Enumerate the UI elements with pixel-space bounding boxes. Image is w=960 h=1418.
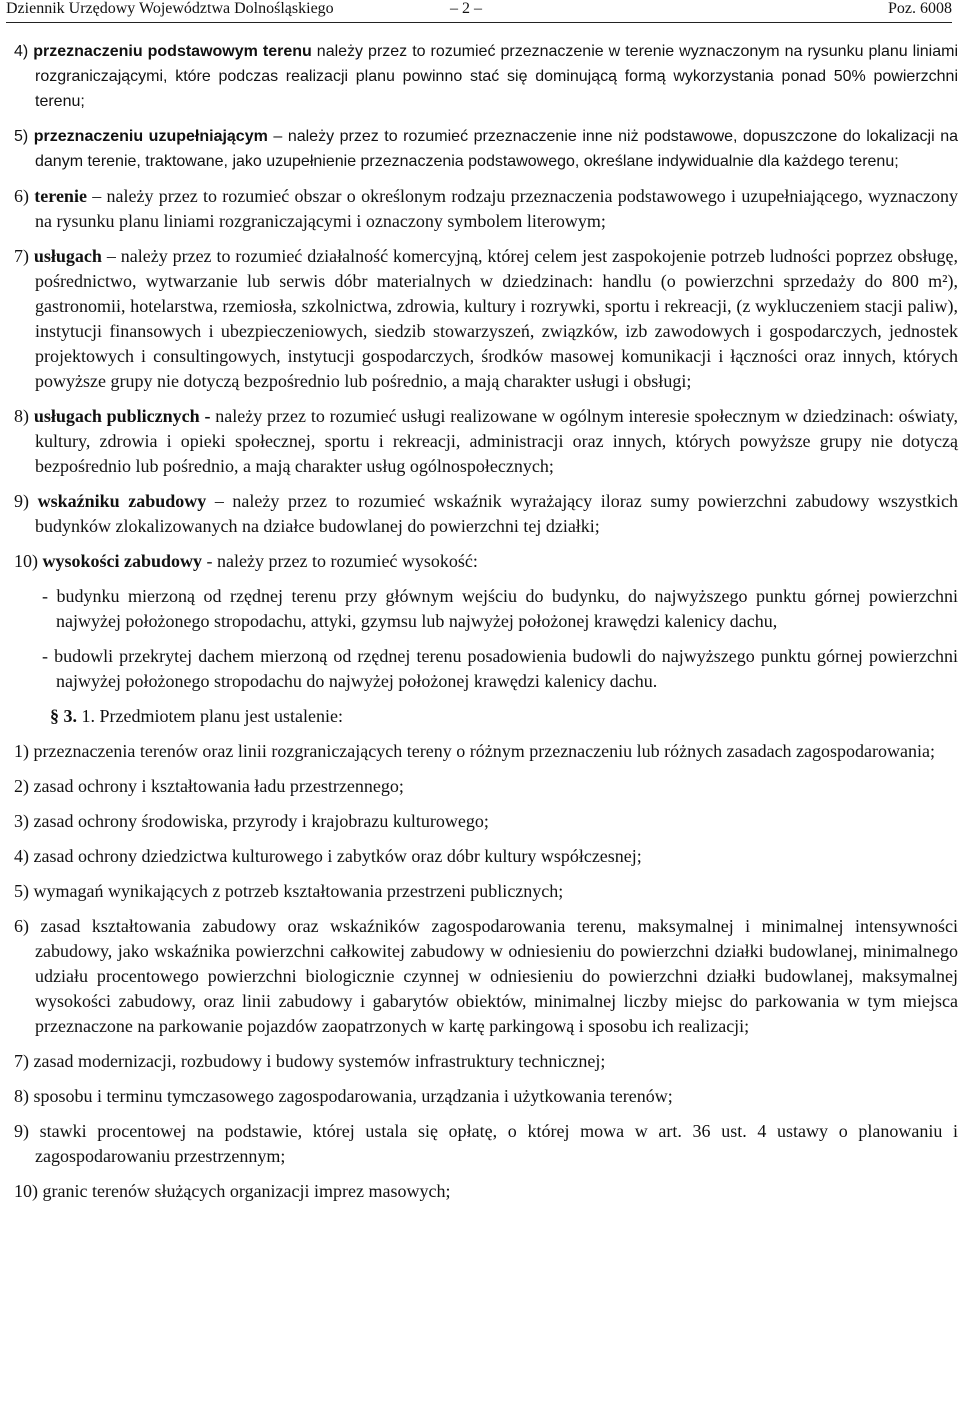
section-text: 1. Przedmiotem planu jest ustalenie:: [77, 706, 343, 726]
plan-item: 6) zasad kształtowania zabudowy oraz wskaźników zagospodarowania terenu, maksymalnej i minimalnej intensywności zabudowy, jako wskaźnika powierzchni całkowitej zabudowy w odniesieniu do powierzchni działki budowlanej, minimalnego udziału procentowego powierzchni biologicznie czynnej w odniesieniu do powierzchni działki budowlanej, maksymalnej wysokości zabudowy, oraz linii zabudowy i gabarytów obiektów, minimalnej liczby miejsc do parkowania w tym miejsca przeznaczone na parkowanie pojazdów zaopatrzonych w kartę parkingową i sposobu ich realizacji;: [14, 916, 958, 1036]
plan-item: 2) zasad ochrony i kształtowania ładu przestrzennego;: [14, 776, 404, 796]
definition-item: [14, 244, 958, 394]
defined-term: terenie: [34, 186, 87, 206]
section-marker: § 3.: [50, 706, 77, 726]
item-number: 4): [14, 43, 29, 60]
definition-text: – należy przez to rozumieć działalność komercyjną, której celem jest zaspokojenie potrzeb ludności poprzez obsługę, pośrednictwo, wytwarzanie lub serwis dóbr materialnych w dziedzinach: handlu (o powierzchni sprzedaży do 800 m²), gastronomii, hotelarstwa, rzemiosła, szkolnictwa, zdrowia, kultury i rozrywki, sportu i rekreacji, (z wykluczeniem stacji paliw), instytucji finansowych i ubezpieczeniowych, siedzib stowarzyszeń, związków, izb zawodowych i gospodarczych, jednostek projektowych i consultingowych, instytucji gospodarczych, środków masowej komunikacji i łączności oraz innych, których powyższe grupy nie dotyczą bezpośrednio lub pośrednio, a mają charakter usługi i obsługi;: [35, 246, 959, 391]
defined-term: przeznaczeniu uzupełniającym: [33, 128, 268, 145]
definition-text: należy przez to rozumieć usługi realizowane w ogólnym interesie społecznym w dziedzinach: oświaty, kultury, zdrowia i opieki społecznej, sportu i rekreacji, administracji oraz innych, których powyższe grupy nie dotyczą bezpośrednio lub pośrednio, a mają charakter usług ogólnospołecznych;: [35, 406, 958, 476]
item-number: 7): [14, 246, 29, 266]
plan-item: 3) zasad ochrony środowiska, przyrody i krajobrazu kulturowego;: [14, 811, 489, 831]
page-number: – 2 –: [450, 0, 482, 17]
plan-item: 5) wymagań wynikających z potrzeb kształtowania przestrzeni publicznych;: [14, 881, 564, 901]
definition-item: [14, 39, 958, 114]
definition-text: - należy przez to rozumieć wysokość:: [202, 551, 478, 571]
defined-term: usługach: [33, 246, 102, 266]
page-header: [6, 0, 952, 23]
plan-item: 9) stawki procentowej na podstawie, której ustala się opłatę, o której mowa w art. 36 ust. 4 ustawy o planowaniu i zagospodarowaniu przestrzennym;: [14, 1121, 958, 1166]
plan-item: 8) sposobu i terminu tymczasowego zagospodarowania, urządzania i użytkowania terenów;: [14, 1086, 673, 1106]
item-number: 9): [14, 491, 29, 511]
section-heading: [50, 704, 958, 729]
definition-text: – należy przez to rozumieć przeznaczenie inne niż podstawowe, dopuszczone do lokalizacji na danym terenie, traktowane, jako uzupełnienie przeznaczenia podstawowego, określane indywidualnie dla każdego terenu;: [35, 128, 959, 170]
definition-text: – należy przez to rozumieć obszar o określonym rodzaju przeznaczenia podstawowego i uzupełniającego, wyznaczony na rysunku planu liniami rozgraniczającymi i oznaczony symbolem literowym;: [35, 186, 959, 231]
plan-item: 4) zasad ochrony dziedzictwa kulturowego i zabytków oraz dóbr kultury współczesnej;: [14, 846, 642, 866]
position-number: Poz. 6008: [888, 0, 952, 17]
definition-text: – należy przez to rozumieć wskaźnik wyrażający iloraz sumy powierzchni zabudowy wszystkich budynków zlokalizowanych na działce budowlanej do powierzchni tej działki;: [35, 491, 959, 536]
definition-item: [14, 549, 958, 574]
plan-item: 10) granic terenów służących organizacji imprez masowych;: [14, 1181, 451, 1201]
height-subitem: - budynku mierzoną od rzędnej terenu przy głównym wejściu do budynku, do najwyższego punktu górnej powierzchni najwyżej położonego stropodachu, attyki, gzymsu lub najwyżej położonej krawędzi kalenicy dachu,: [42, 586, 958, 631]
defined-term: wskaźniku zabudowy: [37, 491, 207, 511]
plan-item: 7) zasad modernizacji, rozbudowy i budowy systemów infrastruktury technicznej;: [14, 1051, 606, 1071]
definition-item: [14, 184, 958, 234]
defined-term: usługach publicznych -: [33, 406, 211, 426]
definition-item: [14, 489, 958, 539]
plan-item: 1) przeznaczenia terenów oraz linii rozgraniczających tereny o różnym przeznaczeniu lub różnych zasadach zagospodarowania;: [14, 741, 936, 761]
item-number: 10): [14, 551, 38, 571]
definition-item: [14, 404, 958, 479]
document-body: [14, 39, 958, 1214]
defined-term: wysokości zabudowy: [42, 551, 203, 571]
item-number: 6): [14, 186, 29, 206]
definition-item: [14, 124, 958, 174]
item-number: 8): [14, 406, 29, 426]
journal-title: Dziennik Urzędowy Województwa Dolnośląskiego: [6, 0, 334, 17]
definition-text: należy przez to rozumieć przeznaczenie w terenie wyznaczonym na rysunku planu liniami rozgraniczającymi, które podczas realizacji planu powinno stać się dominującą formą wykorzystania ponad 50% powierzchni terenu;: [35, 43, 958, 110]
item-number: 5): [14, 128, 29, 145]
height-subitem: - budowli przekrytej dachem mierzoną od rzędnej terenu posadowienia budowli do najwyższego punktu górnej powierzchni najwyżej położonego stropodachu do najwyżej położonej krawędzi kalenicy dachu.: [42, 646, 958, 691]
defined-term: przeznaczeniu podstawowym terenu: [33, 43, 312, 60]
